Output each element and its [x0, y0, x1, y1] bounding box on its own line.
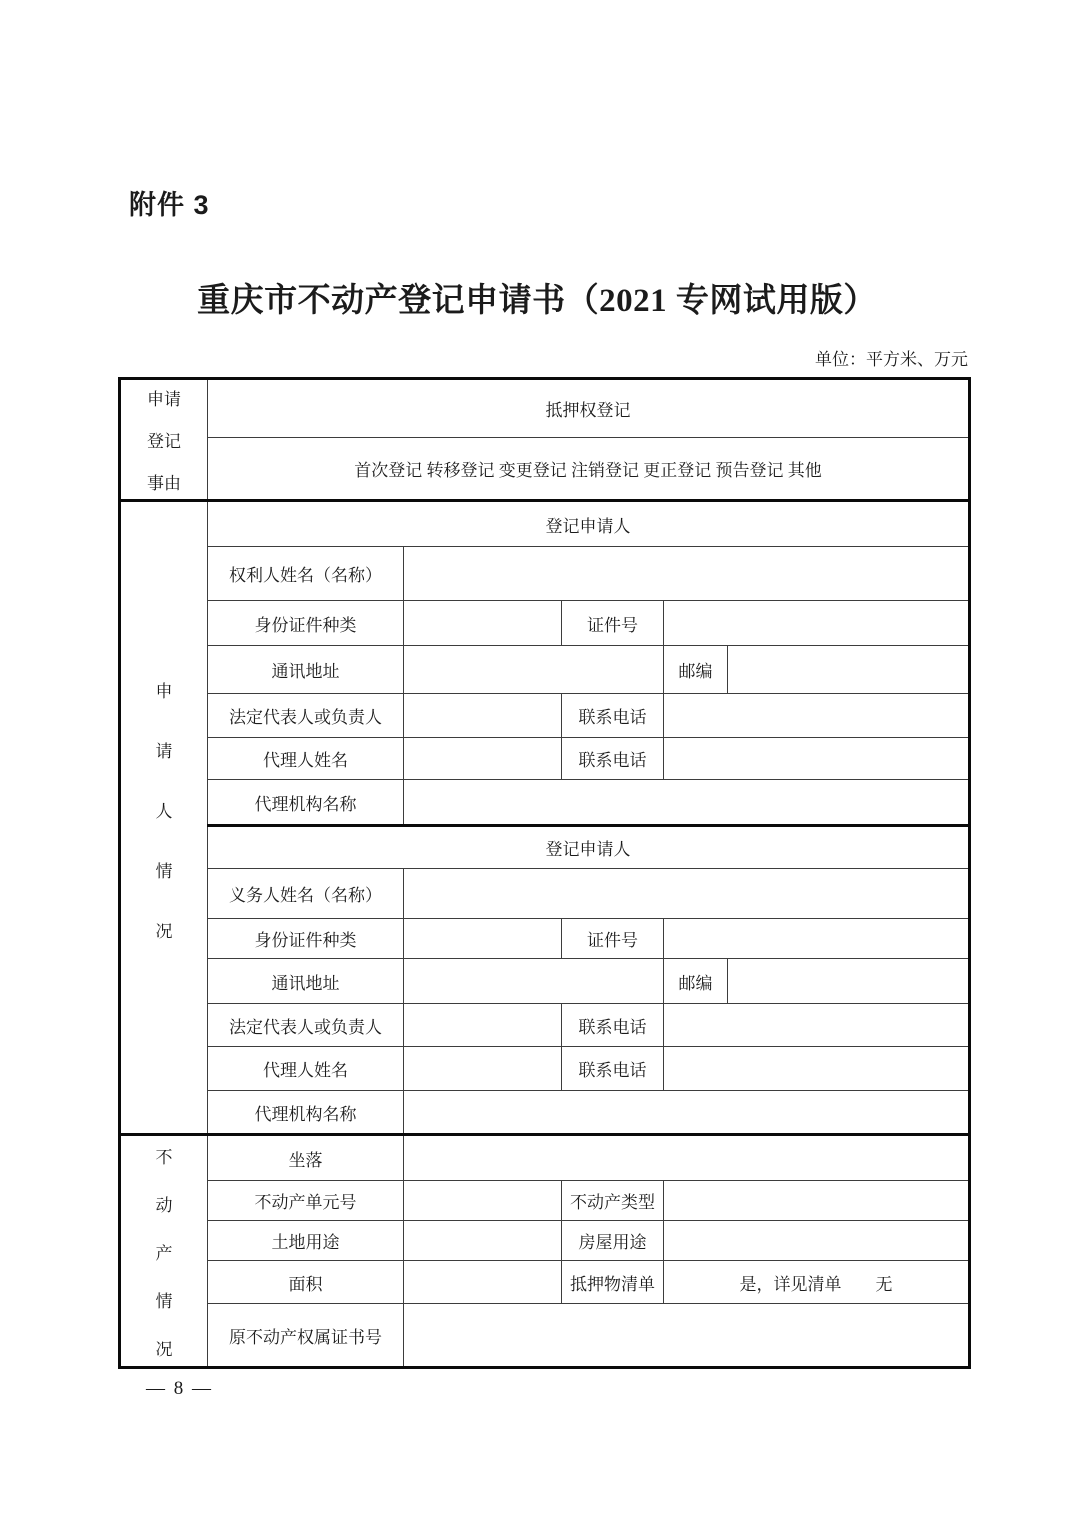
table-row: [120, 1091, 970, 1135]
id-type-label: 身份证件种类: [208, 601, 404, 646]
table-row: [120, 1135, 970, 1181]
table-row: [120, 646, 970, 694]
vertical-char: 申: [155, 682, 173, 701]
vertical-char: 情: [155, 1291, 173, 1311]
property-type-value: [664, 1181, 970, 1221]
postcode-label: 邮编: [664, 959, 728, 1004]
table-row: [120, 601, 970, 646]
agent-name-label: 代理人姓名: [208, 1047, 404, 1091]
id-number-value: [664, 919, 970, 959]
location-value: [404, 1135, 970, 1181]
area-label: 面积: [208, 1261, 404, 1304]
reason-row-selected: [120, 379, 970, 438]
unit-number-label: 不动产单元号: [208, 1181, 404, 1221]
table-row: [120, 1261, 970, 1304]
postcode-label: 邮编: [664, 646, 728, 694]
table-row: [120, 1004, 970, 1047]
vertical-char: 人: [155, 802, 173, 821]
table-row: [120, 919, 970, 959]
id-type-value: [404, 919, 562, 959]
original-certificate-value: [404, 1304, 970, 1368]
agency-name-value: [404, 780, 970, 826]
agent-name-value: [404, 1047, 562, 1091]
agent-phone-value: [664, 738, 970, 780]
property-type-label: 不动产类型: [562, 1181, 664, 1221]
id-number-value: [664, 601, 970, 646]
house-use-label: 房屋用途: [562, 1221, 664, 1261]
vertical-char: 不: [155, 1147, 173, 1167]
agency-name-label: 代理机构名称: [208, 780, 404, 826]
land-use-value: [404, 1221, 562, 1261]
page-title: 重庆市不动产登记申请书（2021 专网试用版）: [197, 283, 877, 319]
agent-name-label: 代理人姓名: [208, 738, 404, 780]
phone-label: 联系电话: [562, 694, 664, 738]
id-type-label: 身份证件种类: [208, 919, 404, 959]
id-number-label: 证件号: [562, 919, 664, 959]
section-property-header: [120, 1135, 208, 1368]
original-certificate-label: 原不动产权属证书号: [208, 1304, 404, 1368]
id-type-value: [404, 601, 562, 646]
area-value: [404, 1261, 562, 1304]
collateral-list-label: 抵押物清单: [562, 1261, 664, 1304]
vertical-char: 况: [155, 1339, 173, 1359]
applicant-block2-header-row: [120, 826, 970, 869]
phone-value: [664, 694, 970, 738]
id-number-label: 证件号: [562, 601, 664, 646]
agency-name-label: 代理机构名称: [208, 1091, 404, 1135]
table-row: [120, 959, 970, 1004]
agent-phone-label: 联系电话: [562, 1047, 664, 1091]
phone-value: [664, 1004, 970, 1047]
vertical-char: 请: [155, 742, 173, 761]
attachment-label: 附件 3: [129, 190, 210, 220]
legal-rep-label: 法定代表人或负责人: [208, 694, 404, 738]
registration-form-table: [118, 377, 971, 1369]
collateral-list-value: 是，详见清单 无: [664, 1261, 970, 1304]
address-label: 通讯地址: [208, 646, 404, 694]
page-number: — 8 —: [146, 1378, 213, 1399]
agency-name-value: [404, 1091, 970, 1135]
address-value: [404, 959, 664, 1004]
agent-name-value: [404, 738, 562, 780]
vertical-char: 产: [155, 1243, 173, 1263]
table-row: [120, 694, 970, 738]
table-row: [120, 780, 970, 826]
address-value: [404, 646, 664, 694]
vertical-char: 登记: [147, 432, 181, 451]
table-row: [120, 1221, 970, 1261]
unit-note: 单位：平方米、万元: [815, 350, 968, 369]
vertical-char: 事由: [147, 474, 181, 493]
phone-label: 联系电话: [562, 1004, 664, 1047]
vertical-char: 申请: [147, 390, 181, 409]
legal-rep-value: [404, 1004, 562, 1047]
postcode-value: [728, 959, 970, 1004]
postcode-value: [728, 646, 970, 694]
agent-phone-label: 联系电话: [562, 738, 664, 780]
unit-number-value: [404, 1181, 562, 1221]
table-row: [120, 738, 970, 780]
holder-name-label: 权利人姓名（名称）: [208, 547, 404, 601]
table-row: [120, 1181, 970, 1221]
obligor-name-value: [404, 869, 970, 919]
table-row: [120, 1047, 970, 1091]
location-label: 坐落: [208, 1135, 404, 1181]
vertical-char: 情: [155, 862, 173, 881]
obligor-name-label: 义务人姓名（名称）: [208, 869, 404, 919]
table-row: [120, 547, 970, 601]
reason-options: 首次登记 转移登记 变更登记 注销登记 更正登记 预告登记 其他: [208, 438, 970, 501]
agent-phone-value: [664, 1047, 970, 1091]
reason-row-options: [120, 438, 970, 501]
land-use-label: 土地用途: [208, 1221, 404, 1261]
legal-rep-label: 法定代表人或负责人: [208, 1004, 404, 1047]
reason-selected-value: 抵押权登记: [208, 379, 970, 438]
vertical-char: 况: [155, 922, 173, 941]
legal-rep-value: [404, 694, 562, 738]
section-applicant-header: [120, 501, 208, 1135]
holder-name-value: [404, 547, 970, 601]
registrant-header: 登记申请人: [208, 826, 970, 869]
table-row: [120, 869, 970, 919]
address-label: 通讯地址: [208, 959, 404, 1004]
section-reason-header: [120, 379, 208, 501]
registrant-header: 登记申请人: [208, 501, 970, 547]
applicant-block1-header-row: [120, 501, 970, 547]
vertical-char: 动: [155, 1195, 173, 1215]
house-use-value: [664, 1221, 970, 1261]
table-row: [120, 1304, 970, 1368]
